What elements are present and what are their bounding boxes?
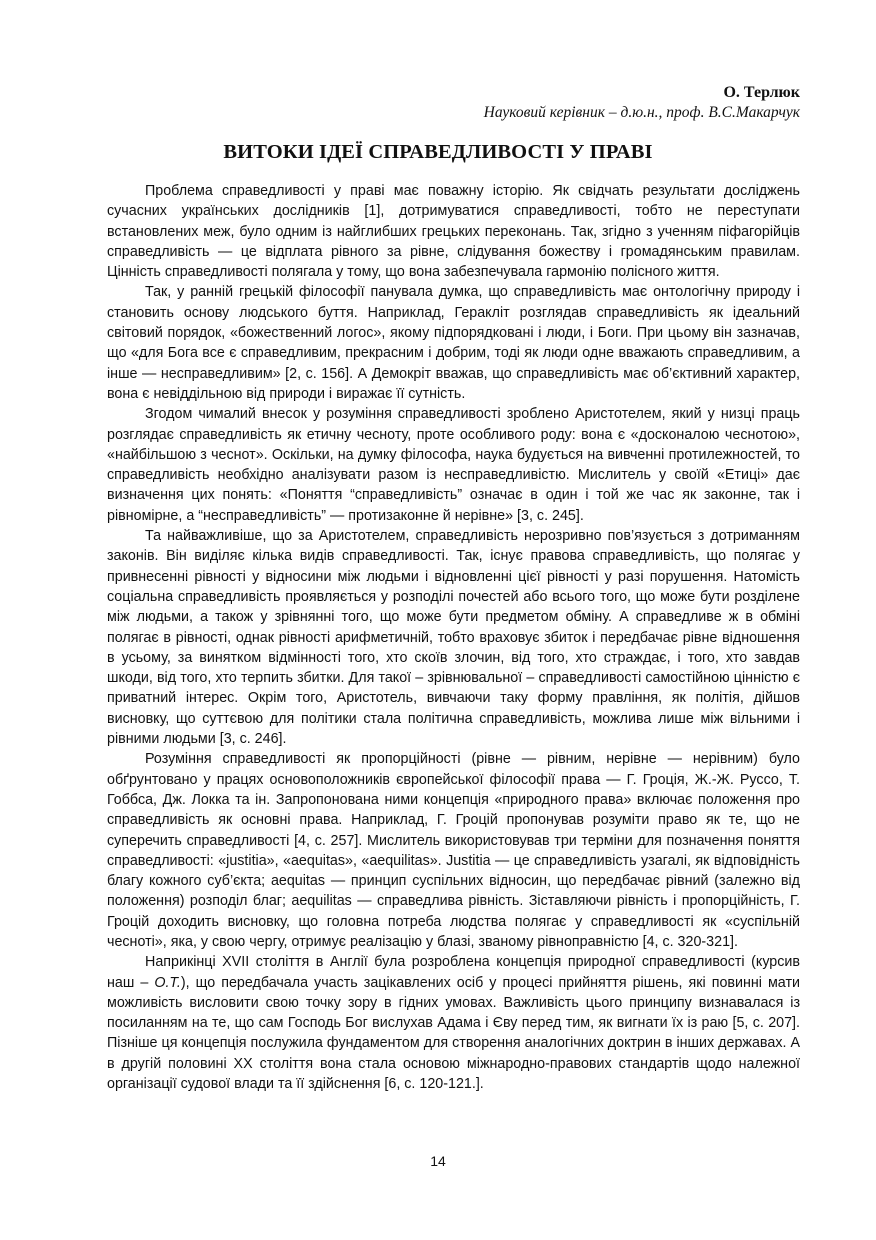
paragraph-last bbox=[107, 952, 800, 1094]
author-initials-italic: О.Т. bbox=[154, 974, 181, 991]
page-number: 14 bbox=[430, 1153, 446, 1169]
supervisor-line: Науковий керівник – д.ю.н., проф. В.С.Макарчук bbox=[483, 104, 800, 121]
paragraph: Розуміння справедливості як пропорційності (рівне — рівним, нерівне — нерівним) було обґрунтовано у працях основоположників європейської філософії права — Г. Гроція, Ж.-Ж. Руссо, Т. Гоббса, Дж. Локка та ін. Запропонована ними концепція «природного права» включає положення про справедливість як основні права. Наприклад, Г. Гроцій пропонував розуміти право як те, що не суперечить справедливості [4, с. 257]. Мислитель використовував три терміни для позначення поняття справедливості: «justitia», «aequitas», «aequilitas». Justitia — це справедливість узагалі, як відповідність благу кожного суб’єкта; aequitas — принцип суспільних відносин, що передбачає рівний (залежно від положення) розподіл благ; aequilitas — справедлива рівність. Зіставляючи рівність і пропорційність, Г. Гроцій доходить висновку, що головна потреба людства полягає у справедливості як «суспільній чесноті», яка, у свою чергу, отримує реалізацію у блазі, званому рівноправністю [4, с. 320-321]. bbox=[107, 751, 800, 950]
article-title: ВИТОКИ ІДЕЇ СПРАВЕДЛИВОСТІ У ПРАВІ bbox=[223, 141, 653, 163]
paragraph: Згодом чималий внесок у розуміння справедливості зроблено Аристотелем, який у низці праць розглядає справедливість як етичну чесноту, проте особливого роду: вона є «досконалою чеснотою», «найбільшою з чеснот». Оскільки, на думку філософа, наука будується на вивченні протилежностей, то справедливість необхідно аналізувати разом із несправедливістю. Мислитель у своїй «Етиці» дає визначення цих понять: «Поняття “справедливість” означає в один і той же час як законне, так і рівномірне, а “несправедливість” — протизаконне й нерівне» [3, с. 245]. bbox=[107, 406, 800, 524]
paragraph-text: Наприкінці XVII століття в Англії була розроблена концепція природної справедливості (курсив наш – bbox=[107, 954, 800, 991]
paragraph: Та найважливіше, що за Аристотелем, справедливість нерозривно пов’язується з дотриманням законів. Він виділяє кілька видів справедливості. Так, існує правова справедливість, що полягає у привнесенні рівності у відносини між людьми і відновленні цієї рівності у разі порушення. Натомість соціальна справедливість проявляється у розподілі почестей або всього того, що може бути розділене між людьми, а також у зрівнянні того, що може бути предметом обміну. А справедливе ж в обміні полягає в рівності, однак рівності арифметичній, тобто враховує збиток і передбачає рівне відношення в усьому, за винятком відмінності того, хто скоїв злочин, від того, хто страждає, і того, хто завдав шкоди, від того, хто терпить збитки. Для такої – зрівнювальної – справедливості самостійною цінністю є приватний інтерес. Окрім того, Аристотель, вивчаючи таку форму правління, як політія, дійшов висновку, що суттєвою для політики стала політична справедливість, можлива лише між вільними і рівними людьми [3, с. 246]. bbox=[107, 528, 800, 748]
paragraph-text: ), що передбачала участь зацікавлених осіб у процесі прийняття рішень, які повинні мати можливість висловити свою точку зору в гідних умовах. Важливість цього принципу визнавалася із посиланням на те, що сам Господь Бог вислухав Адама і Єву перед тим, як вигнати їх із раю [5, с. 207]. Пізніше ця концепція послужила фундаментом для створення аналогічних доктрин в інших державах. А в другій половині XX століття вона стала основою міжнародно-правових стандартів щодо належної організації судової влади та її здійснення [6, с. 120-121.]. bbox=[107, 974, 800, 1093]
paragraph: Так, у ранній грецькій філософії панувала думка, що справедливість має онтологічну природу і становить основу людського буття. Наприклад, Геракліт розглядав справедливість як ідеальний світовий порядок, «божественний логос», якому підпорядковані і люди, і Боги. При цьому він зазначав, що «для Бога все є справедливим, прекрасним і добрим, тоді як люди одне вважають справедливим, а інше — несправедливим» [2, с. 156]. А Демокріт вважав, що справедливість має об’єктивний характер, вона є невіддільною від природи і виражає її сутність. bbox=[107, 284, 800, 402]
paragraph: Проблема справедливості у праві має поважну історію. Як свідчать результати досліджень сучасних українських дослідників [1], дотримуватися справедливості, тобто не переступати встановлених меж, було одним із найглибших грецьких переконань. Так, згідно з ученням піфагорійців справедливість — це відплата рівного за рівне, слідування божеству і громадянським правилам. Цінність справедливості полягала у тому, що вона забезпечувала гармонію полісного життя. bbox=[107, 183, 800, 281]
author-name: О. Терлюк bbox=[723, 84, 800, 101]
article-body bbox=[107, 181, 800, 1094]
